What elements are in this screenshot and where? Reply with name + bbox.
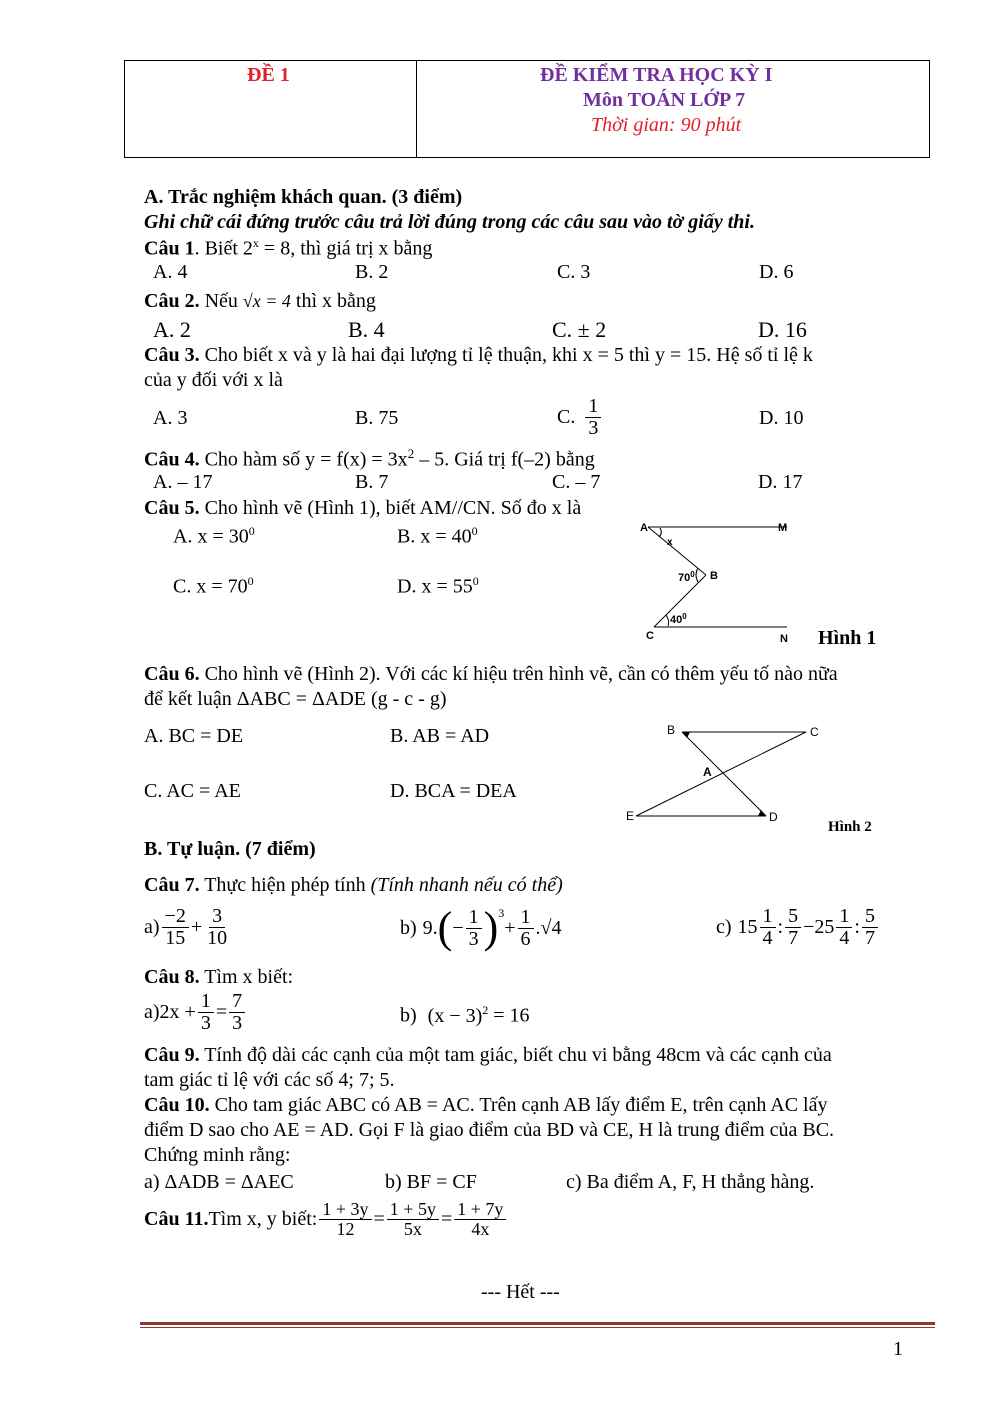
q9-label: Câu 9. — [144, 1044, 200, 1066]
fig2-label-a: A — [703, 765, 712, 779]
fig1-angle-b-value — [678, 570, 695, 584]
q11-n1: 1 + 3y — [319, 1200, 371, 1220]
q3-fraction — [585, 396, 601, 439]
q7-label: Câu 7. — [144, 874, 200, 896]
header-divider — [416, 61, 417, 157]
q5-label: Câu 5. — [144, 497, 200, 519]
q1-sup: x — [252, 236, 259, 250]
q6-text1: Cho hình vẽ (Hình 2). Với các kí hiệu trên hình vẽ, cần có thêm yếu tố nào nữa — [199, 663, 838, 685]
q7-c-frac1 — [760, 906, 776, 949]
q11-label: Câu 11. — [144, 1207, 209, 1230]
q4-option-c: C. – 7 — [552, 471, 601, 493]
q8-a-n1: 1 — [198, 991, 214, 1013]
fig1-angle-x — [659, 528, 661, 537]
q8-b-exp: 2 — [482, 1003, 489, 1017]
q10-label: Câu 10. — [144, 1094, 210, 1116]
q8-b-rhs: = 16 — [488, 1004, 530, 1027]
q7-part-b — [400, 903, 562, 952]
q3-option-c-label: C. — [557, 406, 576, 428]
q3-frac-num: 1 — [585, 396, 601, 418]
q11-d3: 4x — [471, 1218, 490, 1239]
q1-option-a: A. 4 — [153, 261, 188, 283]
q4-text — [144, 446, 595, 472]
q8-part-b — [400, 1003, 530, 1028]
q7-b-pre: 9. — [422, 916, 438, 939]
q11-text: Tìm x, y biết: — [208, 1207, 318, 1230]
q4-option-d: D. 17 — [758, 471, 803, 493]
q10-part-c: c) Ba điểm A, F, H thẳng hàng. — [566, 1171, 815, 1193]
q2-text-pre: Nếu — [199, 290, 243, 312]
q7-b-exp: 3 — [498, 906, 505, 920]
q1-text-pre: . Biết 2 — [194, 237, 253, 260]
q8-b-expr: (x − 3) — [427, 1004, 483, 1027]
q7-part-c — [716, 906, 880, 949]
q7-a-n1: −2 — [162, 906, 189, 928]
q7-b-frac1 — [466, 907, 482, 950]
q7-b-d1: 3 — [468, 927, 479, 950]
end-marker: --- Hết --- — [481, 1281, 560, 1303]
q5-option-b-text: B. x = 40 — [397, 525, 472, 548]
q8-a-frac1 — [198, 991, 214, 1034]
q3-text1: Cho biết x và y là hai đại lượng tỉ lệ thuận, khi x = 5 thì y = 15. Hệ số tỉ lệ k — [199, 344, 813, 366]
q1-option-d: D. 6 — [759, 261, 794, 283]
q7-a-op: + — [190, 916, 203, 938]
q5-option-c-text: C. x = 70 — [173, 575, 248, 598]
footer-rule-thick — [140, 1322, 935, 1325]
q1-option-c: C. 3 — [557, 261, 591, 283]
q7-b-d2: 6 — [520, 927, 531, 950]
q11-frac1 — [319, 1200, 371, 1239]
q8-a-d2: 3 — [232, 1012, 243, 1034]
q1-text-post: = 8, thì giá trị x bằng — [258, 237, 433, 260]
fig2-caption: Hình 2 — [828, 819, 872, 835]
fig1-caption: Hình 1 — [818, 627, 877, 649]
q11-n2: 1 + 5y — [387, 1200, 439, 1220]
q7-b-rparen: ) — [483, 903, 499, 952]
section-a-instruction: Ghi chữ cái đứng trước câu trả lời đúng trong các câu sau vào tờ giấy thi. — [144, 211, 755, 233]
fig2-label-d: D — [769, 810, 778, 824]
q5-option-d-sup: 0 — [472, 574, 479, 588]
q2-math: √x = 4 — [242, 291, 291, 311]
fig1-label-x: x — [667, 537, 673, 548]
q4-text-post: – 5. Giá trị f(–2) bằng — [414, 448, 595, 471]
q1-text — [144, 236, 432, 261]
q3-option-a: A. 3 — [153, 407, 188, 429]
q11-frac3 — [454, 1200, 506, 1239]
q7-c-frac2 — [785, 906, 801, 949]
q7-c-op1: : — [777, 916, 784, 938]
q6-option-b: B. AB = AD — [390, 725, 490, 747]
q8-a-frac2 — [229, 991, 245, 1034]
fig2-label-e: E — [626, 809, 635, 823]
fig2-line-ce — [636, 732, 806, 816]
q8-a-n2: 7 — [229, 991, 245, 1013]
q8-a-pre: 2x + — [159, 1001, 196, 1023]
q7-c-w1: 15 — [737, 916, 758, 938]
q4-label: Câu 4. — [144, 448, 200, 471]
header-table — [124, 60, 930, 158]
q3-line2: của y đối với x là — [144, 369, 283, 391]
q7-b-op: + — [504, 916, 516, 939]
fig1-angle-c-deg: 0 — [682, 612, 687, 621]
q3-label: Câu 3. — [144, 344, 200, 366]
q5-option-a — [173, 524, 255, 549]
q10-text1: Cho tam giác ABC có AB = AC. Trên cạnh AB lấy điểm E, trên cạnh AC lấy — [209, 1094, 828, 1116]
q7-b-frac2 — [518, 907, 534, 950]
q10-line2: điểm D sao cho AE = AD. Gọi F là giao điểm của BD và CE, H là trung điểm của BC. — [144, 1119, 835, 1141]
q10-line3: Chứng minh rằng: — [144, 1144, 291, 1166]
q7-a-d2: 10 — [207, 927, 228, 949]
q6-line2: để kết luận ΔABC = ΔADE (g - c - g) — [144, 688, 447, 710]
q6-option-a: A. BC = DE — [144, 725, 244, 747]
q5-option-a-text: A. x = 30 — [173, 525, 249, 548]
q10-part-a: a) ΔADB = ΔAEC — [144, 1171, 294, 1193]
fig1-angle-c — [666, 615, 669, 626]
q5-option-a-sup: 0 — [248, 524, 255, 538]
q3-line1 — [144, 344, 813, 367]
q11-frac2 — [387, 1200, 439, 1239]
q11-eq2: = — [440, 1207, 453, 1230]
section-b-title: B. Tự luận. (7 điểm) — [144, 838, 316, 860]
q7-b-label: b) — [400, 916, 417, 939]
q5-text-body: Cho hình vẽ (Hình 1), biết AM//CN. Số đo x là — [199, 497, 582, 519]
q6-option-c: C. AC = AE — [144, 780, 241, 802]
fig1-label-m: M — [778, 522, 788, 534]
q7-b-n2: 1 — [518, 907, 534, 929]
q7-c-n3: 1 — [836, 906, 852, 928]
footer-rule-thin — [140, 1327, 935, 1328]
q11-d2: 5x — [403, 1218, 422, 1239]
q10-line1 — [144, 1094, 827, 1117]
exam-code: ĐỀ 1 — [247, 64, 290, 86]
q4-option-b: B. 7 — [355, 471, 389, 493]
fig1-angle-b-num: 70 — [678, 572, 691, 584]
q4-option-a: A. – 17 — [153, 471, 213, 493]
figure-2 — [620, 718, 890, 838]
q2-label: Câu 2. — [144, 290, 200, 312]
q8-text — [144, 966, 293, 989]
fig1-label-b: B — [710, 570, 718, 582]
q7-b-n1: 1 — [466, 907, 482, 929]
q11 — [144, 1200, 508, 1239]
q9-text1: Tính độ dài các cạnh của một tam giác, biết chu vi bằng 48cm và các cạnh của — [199, 1044, 832, 1066]
q11-eq1: = — [373, 1207, 385, 1230]
q7-a-frac2 — [204, 906, 230, 949]
q7-b-minus: − — [452, 916, 464, 939]
q7-c-op3: : — [854, 916, 860, 938]
q8-part-a — [144, 991, 247, 1034]
fig1-label-n: N — [780, 633, 788, 645]
q2-text — [144, 290, 376, 313]
q7-text-body: Thực hiện phép tính — [199, 874, 371, 896]
q8-a-eq: = — [215, 1001, 228, 1023]
q11-n3: 1 + 7y — [454, 1200, 506, 1220]
q4-text-pre: Cho hàm số y = f(x) = 3x — [199, 448, 408, 471]
fig1-label-a: A — [640, 522, 648, 534]
q1-option-b: B. 2 — [355, 261, 389, 283]
q2-option-b: B. 4 — [348, 317, 385, 342]
q5-option-c — [173, 574, 254, 599]
q7-c-op2: −25 — [803, 916, 835, 938]
q5-option-b-sup: 0 — [471, 524, 478, 538]
q7-b-root: .√4 — [535, 916, 562, 939]
q8-a-d1: 3 — [200, 1012, 211, 1034]
q5-option-c-sup: 0 — [247, 574, 254, 588]
q7-c-n2: 5 — [785, 906, 801, 928]
fig2-label-b: B — [667, 723, 676, 737]
q9-line1 — [144, 1044, 832, 1067]
q11-d1: 12 — [336, 1218, 355, 1239]
q7-c-label: c) — [716, 916, 732, 938]
q7-b-lparen: ( — [437, 903, 453, 952]
exam-title: ĐỀ KIỂM TRA HỌC KỲ I — [540, 64, 773, 86]
exam-time: Thời gian: 90 phút — [591, 114, 742, 136]
fig1-angle-c-value — [670, 612, 687, 626]
figure-1 — [630, 515, 900, 655]
q2-text-post: thì x bằng — [290, 290, 376, 312]
q2-option-d: D. 16 — [758, 317, 807, 342]
q3-option-d: D. 10 — [759, 407, 804, 429]
q7-text — [144, 874, 563, 897]
q8-text-body: Tìm x biết: — [199, 966, 294, 988]
fig1-angle-b — [696, 568, 698, 582]
q8-label: Câu 8. — [144, 966, 200, 988]
q9-line2: tam giác tỉ lệ với các số 4; 7; 5. — [144, 1069, 395, 1091]
q7-c-frac3 — [836, 906, 852, 949]
q7-a-label: a) — [144, 916, 160, 938]
q7-part-a — [144, 906, 232, 949]
q5-option-b — [397, 524, 478, 549]
q7-a-n2: 3 — [209, 906, 225, 928]
q7-c-d2: 7 — [788, 927, 799, 949]
q4-sup: 2 — [407, 446, 415, 461]
fig2-line-bd — [682, 732, 766, 816]
fig1-angle-c-num: 40 — [670, 614, 683, 626]
fig1-line-ab — [648, 527, 706, 575]
q7-c-n4: 5 — [862, 906, 878, 928]
fig2-angle-d — [758, 810, 766, 816]
exam-subject: Môn TOÁN LỚP 7 — [583, 89, 746, 111]
q7-hint: (Tính nhanh nếu có thể) — [370, 874, 563, 896]
page-number: 1 — [893, 1338, 903, 1360]
q5-text — [144, 497, 581, 520]
q2-option-a: A. 2 — [153, 317, 191, 342]
q7-c-d1: 4 — [762, 927, 773, 949]
q8-a-label: a) — [144, 1001, 160, 1023]
q1-label: Câu 1 — [144, 237, 195, 260]
q7-c-frac4 — [862, 906, 878, 949]
q7-c-d3: 4 — [839, 927, 850, 949]
q3-option-c — [557, 396, 603, 439]
fig1-label-c: C — [646, 630, 654, 642]
q7-a-d1: 15 — [165, 927, 186, 949]
fig2-angle-b — [682, 732, 690, 738]
q5-option-d — [397, 574, 479, 599]
q2-option-c: C. ± 2 — [552, 317, 607, 342]
q3-frac-den: 3 — [588, 417, 599, 439]
q6-line1 — [144, 663, 838, 686]
q7-a-frac1 — [162, 906, 189, 949]
fig2-label-c: C — [810, 725, 819, 739]
q7-c-d4: 7 — [864, 927, 875, 949]
q7-c-n1: 1 — [760, 906, 776, 928]
q6-label: Câu 6. — [144, 663, 200, 685]
fig1-angle-b-deg: 0 — [690, 570, 695, 579]
q6-option-d: D. BCA = DEA — [390, 780, 517, 802]
q8-b-label: b) — [400, 1004, 417, 1027]
q5-option-d-text: D. x = 55 — [397, 575, 473, 598]
section-a-title: A. Trắc nghiệm khách quan. (3 điểm) — [144, 186, 463, 208]
q10-part-b: b) BF = CF — [385, 1171, 477, 1193]
q3-option-b: B. 75 — [355, 407, 399, 429]
